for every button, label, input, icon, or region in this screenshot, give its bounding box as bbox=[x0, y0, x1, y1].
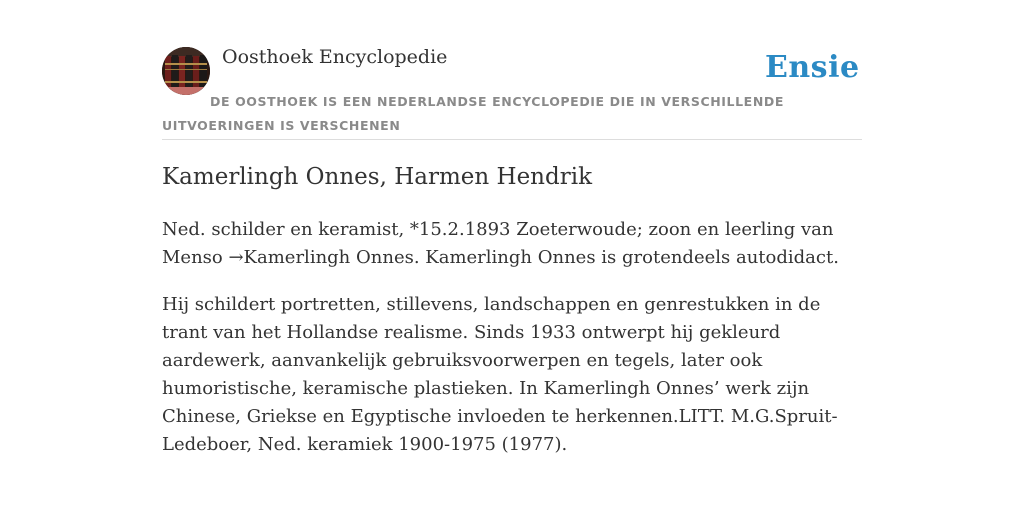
site-tagline: DE OOSTHOEK IS EEN NEDERLANDSE ENCYCLOPEDIE DIE IN VERSCHILLENDE UITVOERINGEN IS VERSCHENEN bbox=[162, 94, 784, 133]
article-body bbox=[162, 216, 864, 478]
article-paragraph: Ned. schilder en keramist, *15.2.1893 Zoeterwoude; zoon en leerling van Menso →Kamerlingh Onnes. Kamerlingh Onnes is grotendeels autodidact. bbox=[162, 219, 839, 268]
brand-logo[interactable]: Ensie bbox=[765, 50, 860, 85]
article-headword: Kamerlingh Onnes, Harmen Hendrik bbox=[162, 164, 593, 190]
site-title[interactable]: Oosthoek Encyclopedie bbox=[222, 46, 448, 68]
header-divider bbox=[162, 139, 862, 140]
encyclopedia-books-icon[interactable] bbox=[162, 47, 210, 95]
article-paragraph: Hij schildert portretten, stillevens, landschappen en genrestukken in de trant van het Hollandse realisme. Sinds 1933 ontwerpt hij gekleurd aardewerk, aanvankelijk gebruiksvoorwerpen en tegels, later ook humoristische, keramische plastieken. In Kamerlingh Onnes’ werk zijn Chinese, Griekse en Egyptische invloeden te herkennen.LITT. M.G.Spruit-Ledeboer, Ned. keramiek 1900-1975 (1977). bbox=[162, 294, 838, 455]
